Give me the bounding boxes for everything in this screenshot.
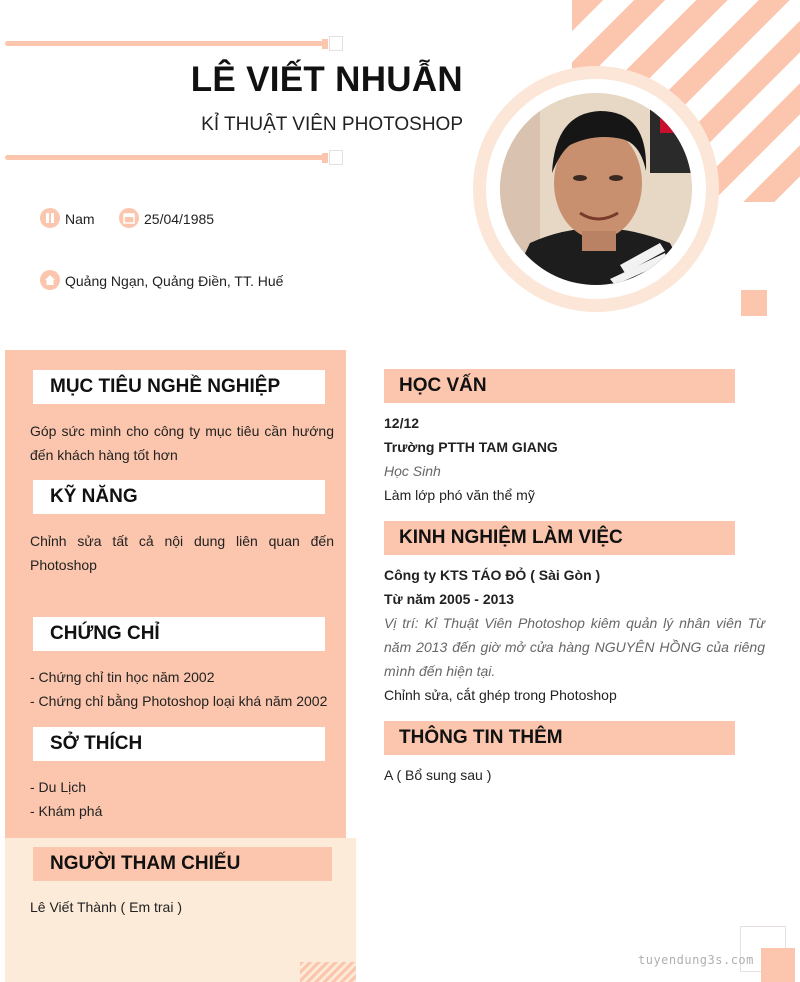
experience-company: Công ty KTS TÁO ĐỎ ( Sài Gòn ) [384,567,601,583]
decorative-line-top [5,41,325,46]
education-note: Làm lớp phó văn thể mỹ [384,487,535,503]
section-title-hobbies: SỞ THÍCH [33,727,325,761]
references-text: Lê Viết Thành ( Em trai ) [30,899,182,915]
decorative-line-end [322,39,328,49]
decorative-line-cap [329,150,343,165]
decorative-line-end [322,153,328,163]
experience-period: Từ năm 2005 - 2013 [384,591,514,607]
additional-text: A ( Bổ sung sau ) [384,767,492,783]
gender-value: Nam [65,211,95,227]
skills-text: Chỉnh sửa tất cả nội dung liên quan đến Photoshop [30,533,334,573]
gender-icon [40,208,60,228]
experience-task: Chỉnh sửa, cắt ghép trong Photoshop [384,687,617,703]
profile-photo [500,93,692,285]
home-icon [40,270,60,290]
section-title-skills: KỸ NĂNG [33,480,325,514]
section-title-certificates: CHỨNG CHỈ [33,617,325,651]
certificate-item: - Chứng chỉ tin học năm 2002 [30,669,215,685]
hobby-item: - Khám phá [30,803,103,819]
section-title-references: NGƯỜI THAM CHIẾU [33,847,332,881]
certificate-item: - Chứng chỉ bằng Photoshop loại khá năm 2002 [30,693,328,709]
section-title-experience: KINH NGHIỆM LÀM VIỆC [384,521,735,555]
decorative-square-bottom [761,948,795,982]
section-title-additional: THÔNG TIN THÊM [384,721,735,755]
education-school: Trường PTTH TAM GIANG [384,439,558,455]
experience-description: Vị trí: Kỉ Thuật Viên Photoshop kiêm quản lý nhân viên Từ năm 2013 đến giờ mở cửa hàng NGUYÊN HỒNG của riêng mình đến hiện tại. [384,615,765,679]
objective-text: Góp sức mình cho công ty mục tiêu cần hướng đến khách hàng tốt hơn [30,423,334,463]
candidate-name: LÊ VIẾT NHUẪN [190,60,463,99]
hobby-item: - Du Lịch [30,779,87,795]
decorative-hatch [300,962,356,982]
section-title-objective: MỤC TIÊU NGHỀ NGHIỆP [33,370,325,404]
decorative-line-bottom [5,155,325,160]
address-value: Quảng Ngạn, Quảng Điền, TT. Huế [65,273,284,289]
section-title-education: HỌC VẤN [384,369,735,403]
decorative-line-cap [329,36,343,51]
calendar-icon [119,208,139,228]
education-role: Học Sinh [384,463,441,479]
watermark: tuyendung3s.com [638,953,754,967]
education-grade: 12/12 [384,415,420,431]
birthday-value: 25/04/1985 [144,211,215,227]
job-title: KỈ THUẬT VIÊN PHOTOSHOP [201,114,463,135]
decorative-square [741,290,767,316]
